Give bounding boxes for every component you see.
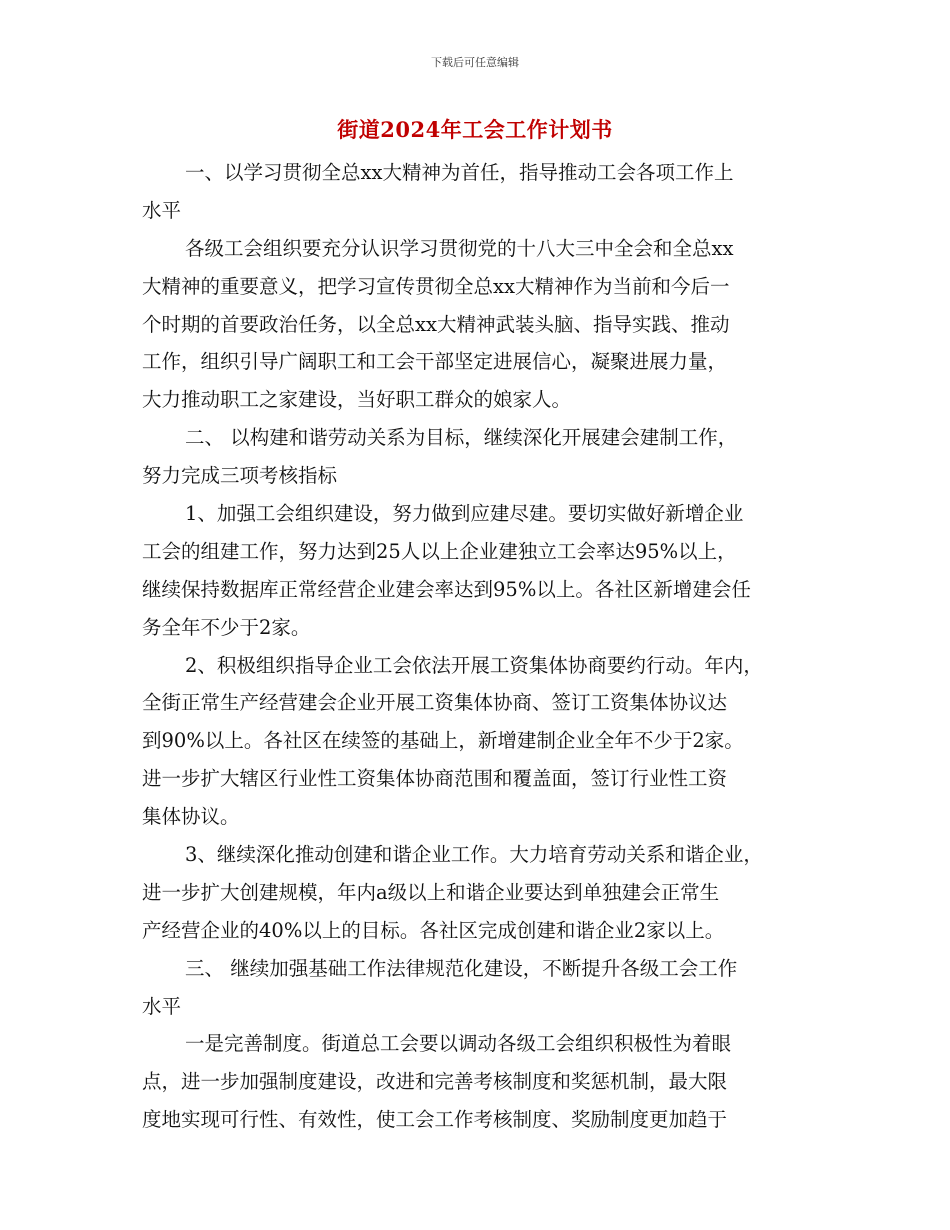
body-text-line: 个时期的首要政治任务，以全总xx大精神武装头脑、指导实践、推动: [142, 312, 730, 336]
body-text-line: 3、继续深化推动创建和谐企业工作。大力培育劳动关系和谐企业，: [185, 843, 763, 867]
body-text-line: 水平: [142, 994, 182, 1018]
body-text-line: 工作，组织引导广阔职工和工会干部坚定进展信心，凝聚进展力量，: [142, 350, 728, 374]
body-text-line: 1、加强工会组织建设，努力做到应建尽建。要切实做好新增企业: [185, 502, 744, 526]
body-text-line: 二、 以构建和谐劳动关系为目标，继续深化开展建会建制工作，: [185, 426, 738, 450]
body-text-line: 务全年不少于2家。: [142, 615, 311, 639]
body-text-line: 工会的组建工作，努力达到25人以上企业建独立工会率达95%以上，: [142, 539, 737, 563]
body-text-line: 度地实现可行性、有效性，使工会工作考核制度、奖励制度更加趋于: [142, 1108, 728, 1132]
body-text-line: 各级工会组织要充分认识学习贯彻党的十八大三中全会和全总xx: [185, 236, 734, 260]
body-text-line: 点，进一步加强制度建设，改进和完善考核制度和奖惩机制，最大限: [142, 1070, 728, 1094]
body-text-line: 集体协议。: [142, 805, 240, 829]
body-text-line: 大力推动职工之家建设，当好职工群众的娘家人。: [142, 388, 572, 412]
document-body: [142, 154, 814, 1139]
document-title: 街道2024年工会工作计划书: [337, 117, 613, 142]
body-text-line: 2、积极组织指导企业工会依法开展工资集体协商要约行动。年内，: [185, 653, 763, 677]
header-note: 下载后可任意编辑: [431, 56, 519, 69]
body-text-line: 继续保持数据库正常经营企业建会率达到95%以上。各社区新增建会任: [142, 577, 751, 601]
body-text-line: 三、 继续加强基础工作法律规范化建设，不断提升各级工会工作: [185, 956, 738, 980]
body-text-line: 全街正常生产经营建会企业开展工资集体协商、签订工资集体协议达: [142, 691, 728, 715]
body-text-line: 到90%以上。各社区在续签的基础上，新增建制企业全年不少于2家。: [142, 729, 744, 753]
body-text-line: 努力完成三项考核指标: [142, 464, 338, 488]
body-text-line: 一、以学习贯彻全总xx大精神为首任，指导推动工会各项工作上: [185, 161, 734, 184]
body-text-line: 水平: [142, 198, 182, 222]
body-text-line: 产经营企业的40%以上的目标。各社区完成创建和谐企业2家以上。: [142, 918, 725, 942]
body-text-line: 进一步扩大辖区行业性工资集体协商范围和覆盖面，签订行业性工资: [142, 767, 728, 791]
body-text-line: 大精神的重要意义，把学习宣传贯彻全总xx大精神作为当前和今后一: [142, 274, 730, 298]
body-text-line: 进一步扩大创建规模，年内a级以上和谐企业要达到单独建会正常生: [142, 880, 720, 904]
body-text-line: 一是完善制度。街道总工会要以调动各级工会组织积极性为着眼: [185, 1032, 732, 1056]
